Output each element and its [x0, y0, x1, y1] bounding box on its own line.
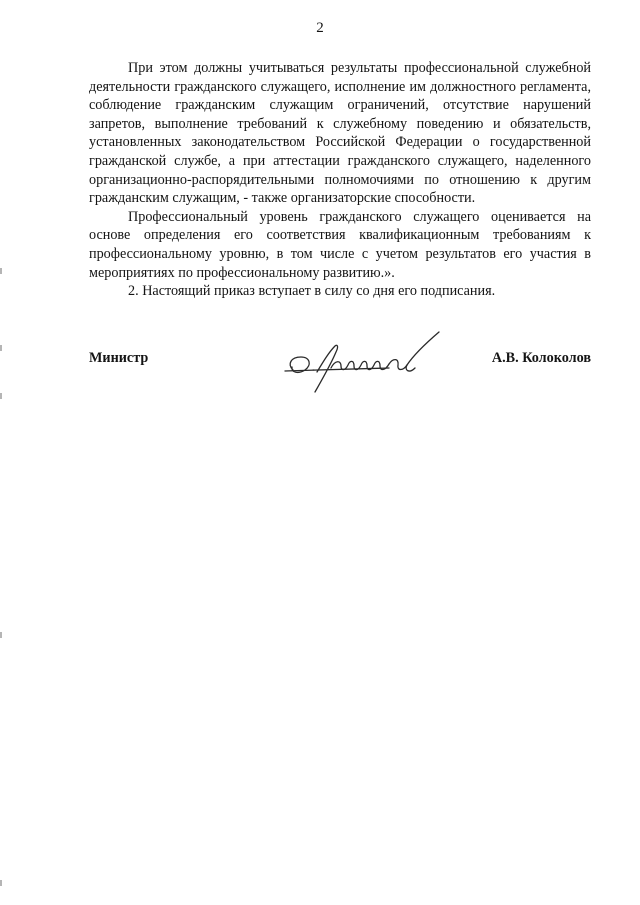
paragraph-attestation-criteria: При этом должны учитываться результаты профессиональной служебной деятельности гражданского служащего, исполнение им должностного регламента, соблюдение гражданским служащим ограничений, отсутствие нарушений запретов, выполнение требований к служебному поведению и обязательств, установленных законодательством Российской Федерации о государственной гражданской службе, а при аттестации гражданского служащего, наделенного организационно-распорядительными полномочиями по отношению к другим гражданским служащим, - также организаторские способности.	[89, 60, 591, 207]
handwritten-signature	[279, 330, 469, 400]
signature-block	[89, 330, 591, 400]
scan-margin-mark	[0, 345, 2, 351]
page-number: 2	[316, 20, 324, 36]
document-body	[89, 59, 591, 301]
scan-margin-mark	[0, 880, 2, 886]
signatory-name: А.В. Колоколов	[491, 350, 591, 366]
signatory-position: Министр	[89, 350, 149, 366]
scan-margin-mark	[0, 632, 2, 638]
scan-margin-mark	[0, 393, 2, 399]
paragraph-effective-date: 2. Настоящий приказ вступает в силу со дня его подписания.	[128, 283, 496, 300]
scan-margin-mark	[0, 268, 2, 274]
paragraph-professional-level: Профессиональный уровень гражданского служащего оценивается на основе определения его соответствия квалификационным требованиям к профессиональному уровню, в том числе с учетом результатов его участия в мероприятиях по профессиональному развитию.».	[89, 208, 591, 281]
